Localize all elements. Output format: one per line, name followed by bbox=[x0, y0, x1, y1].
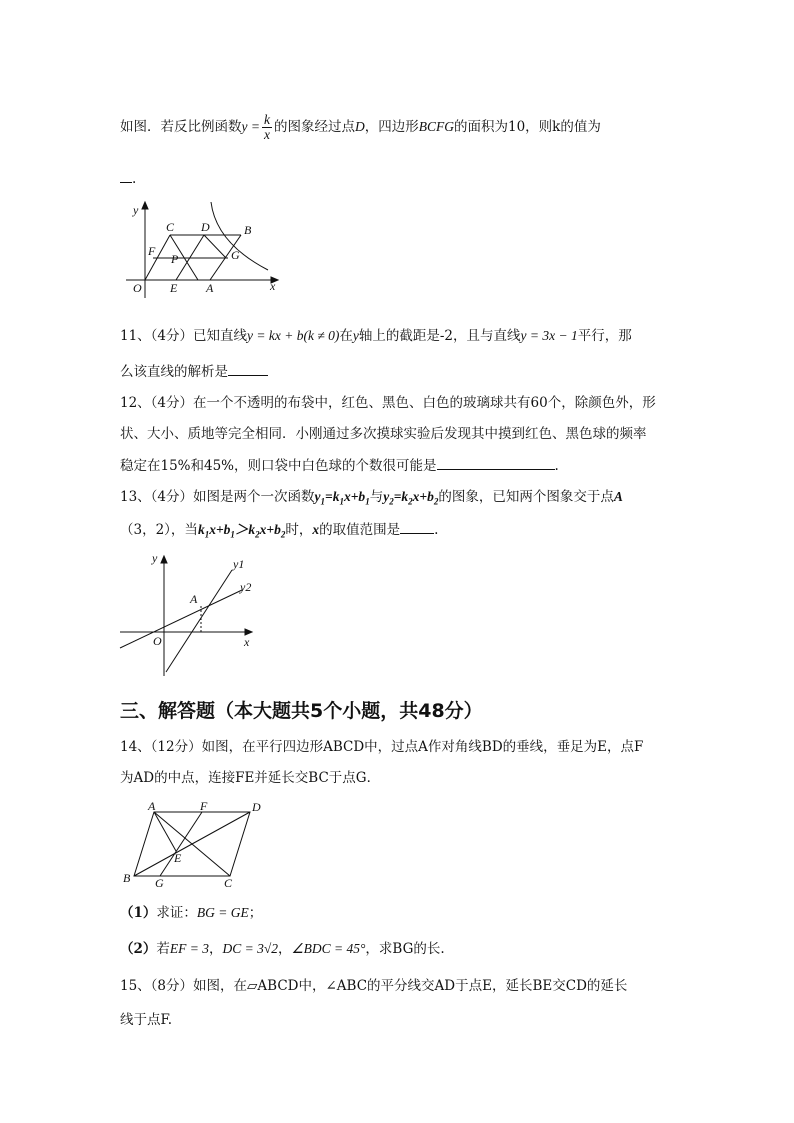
segment-fg bbox=[160, 812, 202, 876]
y-axis-arrow bbox=[142, 202, 148, 209]
fig10-label-y: y bbox=[133, 203, 139, 217]
segment-ac bbox=[154, 812, 230, 876]
fig10-label-g: G bbox=[231, 248, 240, 262]
answer-blank[interactable] bbox=[437, 455, 555, 470]
fig10-label-a: A bbox=[206, 281, 214, 295]
fig14-label-a: A bbox=[148, 800, 156, 813]
q12-line2: 状、大小、质地等完全相同．小刚通过多次摸球实验后发现其中摸到红色、黑色球的频率 bbox=[120, 426, 647, 442]
fig10-label-c: C bbox=[166, 220, 175, 234]
q13-line1: 13、（4分）如图是两个一次函数$y_1=k_1x+b_1$与$y_2=k_2x+b_2$的图象，已知两个图象交于点A bbox=[120, 489, 623, 507]
fig14-label-f: F bbox=[200, 800, 208, 813]
line-y2 bbox=[120, 590, 242, 648]
figure-q14 bbox=[118, 800, 268, 890]
fig13-label-o: O bbox=[153, 634, 162, 648]
answer-blank[interactable] bbox=[120, 168, 132, 183]
segment-dg bbox=[204, 235, 226, 258]
q11-line2: 么该直线的解析是 bbox=[120, 361, 268, 382]
q14-sub2: （2）若EF = 3，DC = 3√2，∠BDC = 45°，求BG的长. bbox=[120, 941, 445, 957]
fig10-label-f: F bbox=[148, 244, 156, 258]
fig13-label-x: x bbox=[244, 635, 250, 649]
fig14-label-g: G bbox=[155, 876, 164, 890]
q14-line1: 14、（12分）如图，在平行四边形ABCD中，过点A作对角线BD的垂线，垂足为E，点F bbox=[120, 739, 644, 755]
q11-line1: 11、（4分）已知直线y = kx + b(k ≠ 0)在y轴上的截距是-2，且与直线y = 3x − 1平行，那 bbox=[120, 328, 632, 344]
fig14-label-c: C bbox=[224, 876, 233, 890]
figure-q13 bbox=[118, 548, 268, 678]
fig10-label-x: x bbox=[270, 279, 276, 293]
answer-blank[interactable] bbox=[228, 361, 268, 376]
q14-sub1: （1）求证：BG = GE； bbox=[120, 905, 263, 921]
segment-ae bbox=[154, 812, 176, 851]
fig14-label-d: D bbox=[252, 800, 261, 814]
q15-line1: 15、（8分）如图，在▱ABCD中，∠ABC的平分线交AD于点E，延长BE交CD的延长 bbox=[120, 978, 628, 994]
fig13-label-y: y bbox=[152, 551, 158, 565]
fig10-label-b: B bbox=[244, 223, 252, 237]
fig13-label-y1: y1 bbox=[233, 557, 245, 571]
q15-line2: 线于点F. bbox=[120, 1012, 173, 1028]
fig13-label-y2: y2 bbox=[240, 580, 252, 594]
fig10-label-d: D bbox=[201, 220, 210, 234]
y-axis-arrow bbox=[161, 556, 167, 563]
fraction-k-over-x: $\frac{k}{x}$ bbox=[263, 112, 270, 142]
section-3-heading: 三、解答题（本大题共5个小题，共48分） bbox=[120, 700, 483, 722]
figure-q10 bbox=[118, 198, 288, 300]
q10-answer-line: . bbox=[120, 168, 136, 189]
q13-line2: （3，2），当$k_1x+b_1>k_2x+b_2$时，x的取值范围是 . bbox=[120, 519, 438, 545]
fig10-label-p: P bbox=[171, 252, 179, 266]
fig13-label-a: A bbox=[190, 592, 198, 606]
answer-blank[interactable] bbox=[400, 519, 434, 534]
fig14-label-e: E bbox=[174, 851, 182, 865]
q10-text: 如图．若反比例函数y = $\frac{k}{x}$ 的图象经过点D，四边形BCFG的面积为10，则k的值为 bbox=[120, 112, 601, 142]
fig10-label-e: E bbox=[170, 281, 178, 295]
fig10-label-o: O bbox=[133, 281, 142, 295]
q12-line1: 12、（4分）在一个不透明的布袋中，红色、黑色、白色的玻璃球共有60个，除颜色外，形 bbox=[120, 395, 656, 411]
q14-line2: 为AD的中点，连接FE并延长交BC于点G． bbox=[120, 770, 381, 786]
fig14-label-b: B bbox=[123, 871, 131, 885]
q12-line3: 稳定在15%和45%，则口袋中白色球的个数很可能是 . bbox=[120, 455, 559, 476]
